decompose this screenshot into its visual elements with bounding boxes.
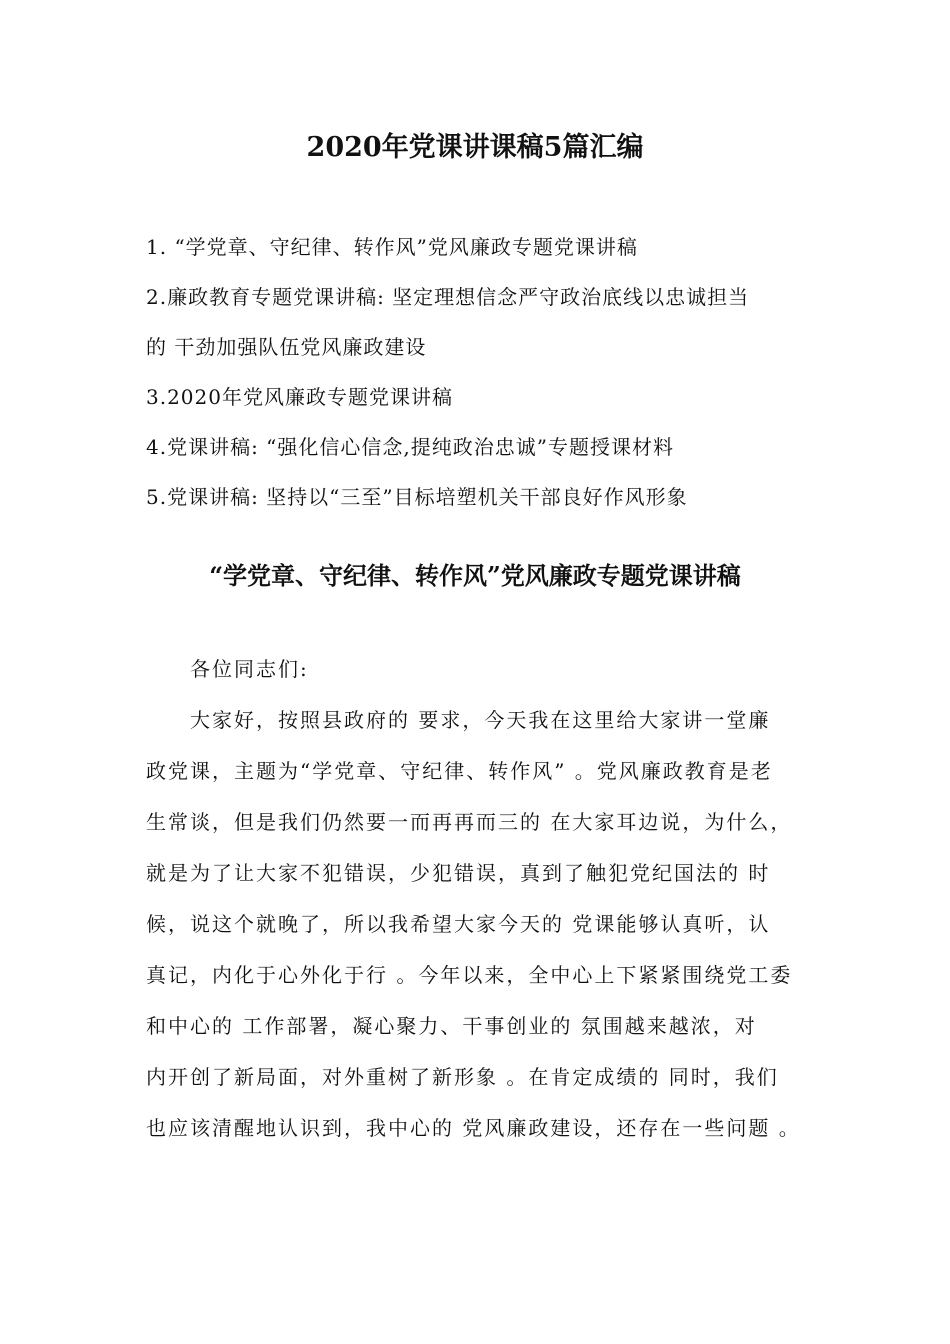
paragraph-line: 内开创了新局面，对外重树了新形象 。在肯定成绩的 同时，我们 xyxy=(146,1065,779,1089)
paragraph-line: 也应该清醒地认识到，我中心的 党风廉政建设，还存在一些问题 。 xyxy=(146,1116,801,1140)
paragraph-line: 就是为了让大家不犯错误，少犯错误，真到了触犯党纪国法的 时 xyxy=(146,861,771,885)
table-of-contents xyxy=(146,222,826,522)
document-title: 2020年党课讲课稿5篇汇编 xyxy=(306,132,644,163)
body-text xyxy=(146,644,826,1154)
paragraph-line: 生常谈，但是我们仍然要一而再再而三的 在大家耳边说，为什么， xyxy=(146,810,793,834)
greeting-line: 各位同志们: xyxy=(190,657,309,681)
paragraph-line: 和中心的 工作部署，凝心聚力、干事创业的 氛围越来越浓，对 xyxy=(146,1014,757,1038)
toc-item-1: 1. “学党章、守纪律、转作风”党风廉政专题党课讲稿 xyxy=(146,235,638,259)
paragraph-line: 候，说这个就晚了，所以我希望大家今天的 党课能够认真听，认 xyxy=(146,912,771,936)
toc-item-4: 4.党课讲稿: “强化信心信念,提纯政治忠诚”专题授课材料 xyxy=(146,435,674,459)
toc-item-3: 3.2020年党风廉政专题党课讲稿 xyxy=(146,385,453,409)
paragraph-line: 真记，内化于心外化于行 。今年以来，全中心上下紧紧围绕党工委 xyxy=(146,963,793,987)
paragraph-line: 政党课，主题为“学党章、守纪律、转作风” 。党风廉政教育是老 xyxy=(146,759,773,783)
toc-item-2: 2.廉政教育专题党课讲稿: 坚定理想信念严守政治底线以忠诚担当 xyxy=(146,285,750,309)
toc-item-2-continued: 的 干劲加强队伍党风廉政建设 xyxy=(146,335,427,359)
section-title: “学党章、守纪律、转作风”党风廉政专题党课讲稿 xyxy=(209,561,741,590)
toc-item-5: 5.党课讲稿: 坚持以“三至”目标培塑机关干部良好作风形象 xyxy=(146,485,688,509)
paragraph-line: 大家好，按照县政府的 要求，今天我在这里给大家讲一堂廉 xyxy=(190,708,771,732)
